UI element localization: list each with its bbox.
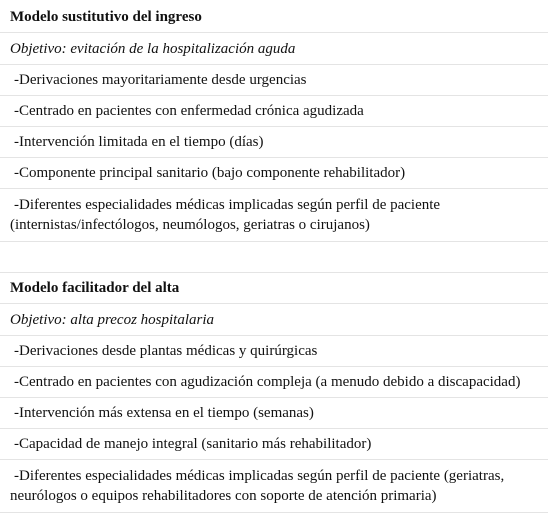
list-item-cell [0,65,548,96]
list-item-text: -Centrado en pacientes con enfermedad crónica agudizada [14,103,364,119]
list-item-text: -Diferentes especialidades médicas implicadas según perfil de paciente [14,197,441,213]
list-item [0,460,548,513]
list-item-text-continuation: neurólogos o equipos rehabilitadores con soporte de atención primaria) [10,488,437,504]
section-objective: Objetivo: evitación de la hospitalización aguda [0,33,548,65]
section-objective-row [0,33,548,65]
list-item [0,96,548,127]
list-item-cell [0,429,548,460]
list-item-text: -Intervención limitada en el tiempo (días) [14,134,264,150]
section-objective-row [0,304,548,336]
list-item-cell [0,460,548,513]
list-item [0,336,548,367]
list-item [0,398,548,429]
list-item-cell [0,336,548,367]
list-item [0,127,548,158]
list-item [0,158,548,189]
list-item-text-continuation: (internistas/infectólogos, neumólogos, geriatras o cirujanos) [10,217,370,233]
list-item [0,429,548,460]
list-item-cell [0,398,548,429]
list-item-text: -Centrado en pacientes con agudización compleja (a menudo debido a discapacidad) [14,374,521,390]
list-item-text: -Derivaciones mayoritariamente desde urgencias [14,72,307,88]
list-item-cell [0,189,548,242]
list-item [0,189,548,242]
list-item-cell [0,158,548,189]
list-item [0,65,548,96]
list-item [0,367,548,398]
section-spacer [0,242,548,273]
section-title: Modelo facilitador del alta [0,273,548,304]
list-item-cell [0,127,548,158]
list-item-text: -Diferentes especialidades médicas implicadas según perfil de paciente (geriatras, [14,468,505,484]
models-table [0,2,548,513]
list-item-text: -Derivaciones desde plantas médicas y quirúrgicas [14,343,318,359]
list-item-cell [0,367,548,398]
section-heading-row [0,2,548,33]
list-item-text: -Componente principal sanitario (bajo componente rehabilitador) [14,165,406,181]
list-item-text: -Capacidad de manejo integral (sanitario más rehabilitador) [14,436,372,452]
list-item-cell [0,96,548,127]
section-objective: Objetivo: alta precoz hospitalaria [0,304,548,336]
section-title: Modelo sustitutivo del ingreso [0,2,548,33]
spacer-cell [0,242,548,273]
list-item-text: -Intervención más extensa en el tiempo (semanas) [14,405,314,421]
section-heading-row [0,273,548,304]
